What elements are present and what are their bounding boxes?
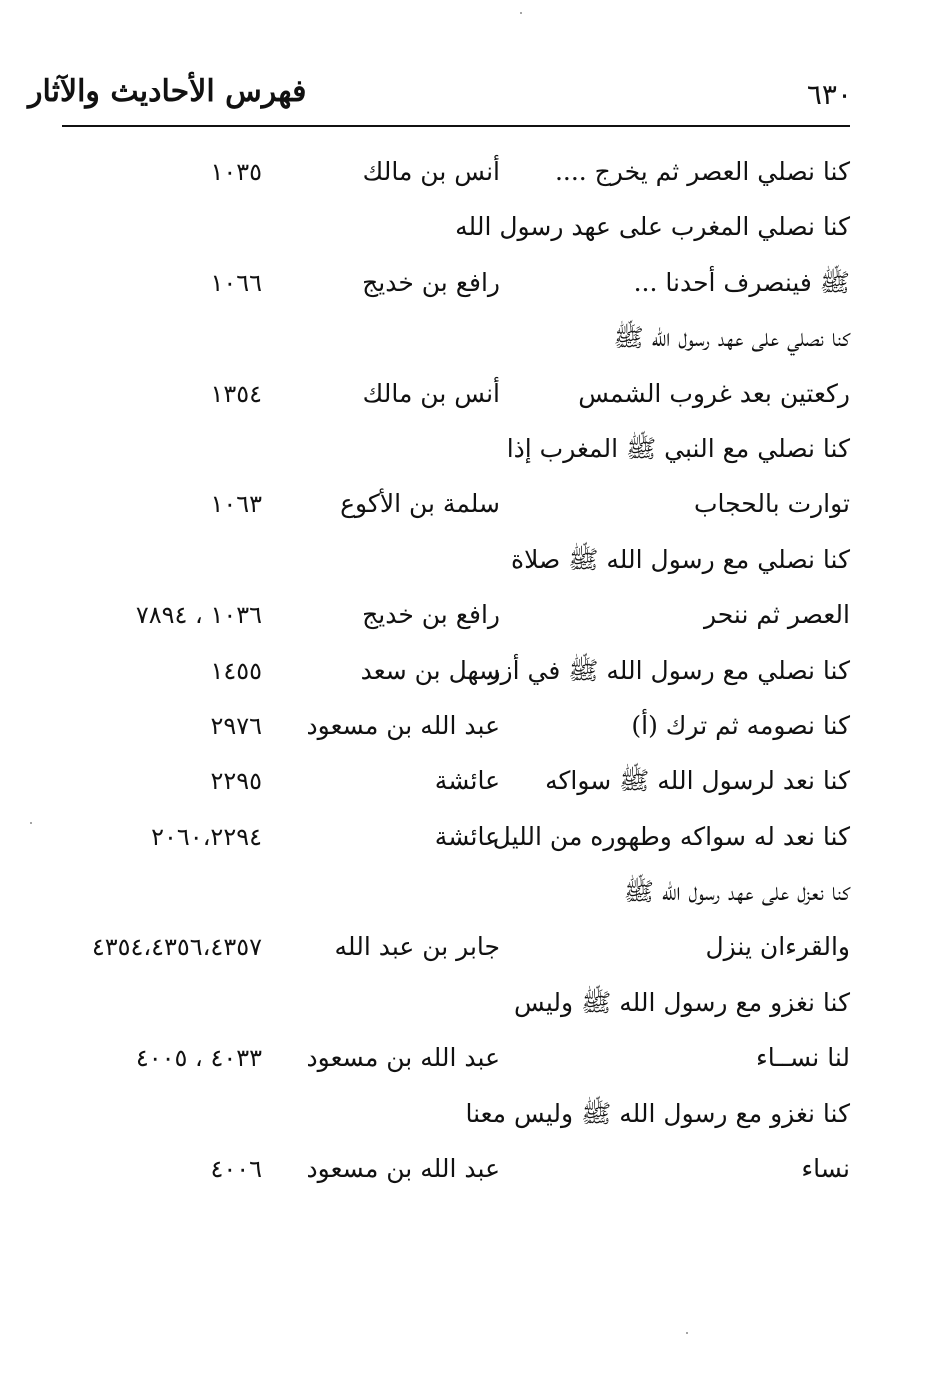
narrator: عائشة [434,766,500,796]
hadith-text: ركعتين بعد غروب الشمس [578,378,850,408]
reference-numbers: ١٠٦٣ [210,490,262,519]
list-item [0,478,932,533]
narrator: عبد الله بن مسعود [306,1154,500,1184]
reference-numbers: ٤٣٥٤،٤٣٥٦،٤٣٥٧ [91,933,262,962]
hadith-index-list [0,146,932,1198]
list-item [0,866,932,921]
hadith-text: توارت بالحجاب [694,489,850,519]
list-item [0,977,932,1032]
hadith-text: كنا نصلي مع رسول الله ﷺ في أزر [488,655,850,685]
hadith-text: والقرءان ينزل [705,932,850,962]
list-item [0,534,932,589]
reference-numbers: ١٣٥٤ [210,379,262,408]
list-item [0,1088,932,1143]
scan-speck [30,822,32,824]
reference-numbers: ١٠٣٦ ، ٧٨٩٤ [135,601,262,630]
list-item [0,755,932,810]
scan-speck [520,12,522,14]
hadith-text: كنا نعد لرسول الله ﷺ سواكه [545,766,850,796]
reference-numbers: ٢٩٧٦ [210,711,262,740]
hadith-text: ﷺ فينصرف أحدنا ... [633,267,850,297]
reference-numbers: ٢٠٦٠،٢٢٩٤ [151,822,262,851]
hadith-text: كنا نغزو مع رسول الله ﷺ وليس معنا [465,1098,850,1128]
narrator: سلمة بن الأكوع [340,489,500,519]
hadith-text: كنا نغزو مع رسول الله ﷺ وليس [514,987,850,1017]
narrator: رافع بن خديج [362,600,500,630]
list-item [0,368,932,423]
page-title: فهرس الأحاديث والآثار [28,74,307,109]
list-item [0,645,932,700]
hadith-text: كنا نصومه ثم ترك (أ) [631,710,850,740]
header-divider [62,125,850,127]
hadith-text: كنا نصلي مع النبي ﷺ المغرب إذا [506,433,850,463]
list-item [0,257,932,312]
hadith-text: كنا نصلي المغرب على عهد رسول الله [455,212,850,242]
hadith-text: كنا نصلي على عهد رسول الله ﷺ [613,323,850,353]
reference-numbers: ٤٠٣٣ ، ٤٠٠٥ [135,1044,262,1073]
list-item [0,146,932,201]
hadith-text: كنا نصلي العصر ثم يخرج .... [554,157,850,186]
narrator: أنس بن مالك [362,378,500,408]
hadith-text: العصر ثم ننحر [703,600,850,630]
narrator: رافع بن خديج [362,267,500,297]
list-item [0,201,932,256]
list-item [0,921,932,976]
list-item [0,700,932,755]
list-item [0,423,932,478]
list-item [0,312,932,367]
hadith-text: نساء [801,1154,850,1184]
page-number: ٦٣٠ [806,78,852,111]
hadith-text: كنا نصلي مع رسول الله ﷺ صلاة [511,544,850,574]
narrator: سهل بن سعد [360,655,500,685]
list-item [0,589,932,644]
narrator: عائشة [434,821,500,851]
narrator: عبد الله بن مسعود [306,1043,500,1073]
hadith-text: لنا نســاء [755,1043,850,1073]
reference-numbers: ٤٠٠٦ [210,1155,262,1184]
hadith-text: كنا نعزل على عهد رسول الله ﷺ [623,877,850,907]
narrator: جابر بن عبد الله [334,932,500,962]
narrator: أنس بن مالك [362,157,500,186]
reference-numbers: ١٤٥٥ [210,656,262,685]
list-item [0,811,932,866]
scan-speck [686,1332,688,1334]
list-item [0,1032,932,1087]
hadith-text: كنا نعد له سواكه وطهوره من الليل [492,821,850,851]
reference-numbers: ١٠٦٦ [210,268,262,297]
reference-numbers: ٢٢٩٥ [210,767,262,796]
list-item [0,1143,932,1198]
narrator: عبد الله بن مسعود [306,710,500,740]
reference-numbers: ١٠٣٥ [210,158,262,186]
